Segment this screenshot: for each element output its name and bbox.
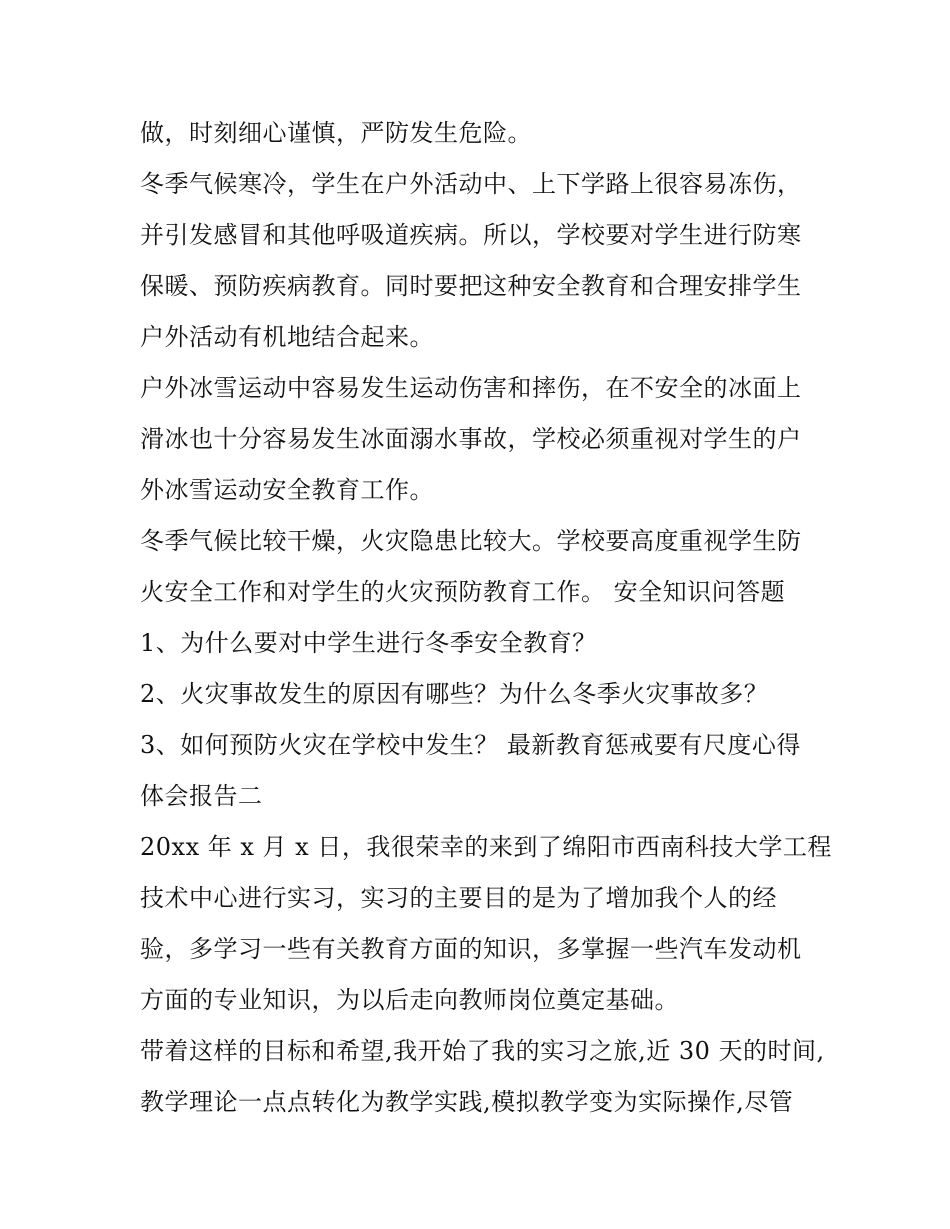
question-line: 3、如何预防火灾在学校中发生？ 最新教育惩戒要有尺度心得 [140, 731, 801, 759]
document-body [140, 108, 832, 1128]
text-line: 户外冰雪运动中容易发生运动伤害和摔伤，在不安全的冰面上 [140, 374, 802, 402]
text-line: 滑冰也十分容易发生冰面溺水事故，学校必须重视对学生的户 [140, 425, 802, 453]
text-line: 保暖、预防疾病教育。同时要把这种安全教育和合理安排学生 [140, 272, 802, 300]
text-line: 做，时刻细心谨慎，严防发生危险。 [140, 119, 532, 147]
question-line: 1、为什么要对中学生进行冬季安全教育？ [140, 629, 597, 657]
question-line: 2、火灾事故发生的原因有哪些？为什么冬季火灾事故多？ [140, 680, 769, 708]
text-line: 火安全工作和对学生的火灾预防教育工作。 安全知识问答题 [140, 578, 786, 606]
text-line: 并引发感冒和其他呼吸道疾病。所以，学校要对学生进行防寒 [140, 221, 802, 249]
text-line: 方面的专业知识，为以后走向教师岗位奠定基础。 [140, 986, 679, 1014]
text-line: 技术中心进行实习，实习的主要目的是为了增加我个人的经 [140, 884, 777, 912]
text-line: 冬季气候比较干燥，火灾隐患比较大。学校要高度重视学生防 [140, 527, 802, 555]
section-title-line: 体会报告二 [140, 782, 263, 810]
text-line: 冬季气候寒冷，学生在户外活动中、上下学路上很容易冻伤， [140, 170, 802, 198]
text-line: 带着这样的目标和希望,我开始了我的实习之旅,近 30 天的时间, [140, 1037, 825, 1065]
text-line: 20xx 年 x 月 x 日，我很荣幸的来到了绵阳市西南科技大学工程 [140, 833, 832, 861]
text-line: 验，多学习一些有关教育方面的知识，多掌握一些汽车发动机 [140, 935, 802, 963]
text-line: 教学理论一点点转化为教学实践,模拟教学变为实际操作,尽管 [140, 1088, 794, 1116]
text-line: 户外活动有机地结合起来。 [140, 323, 434, 351]
text-line: 外冰雪运动安全教育工作。 [140, 476, 434, 504]
